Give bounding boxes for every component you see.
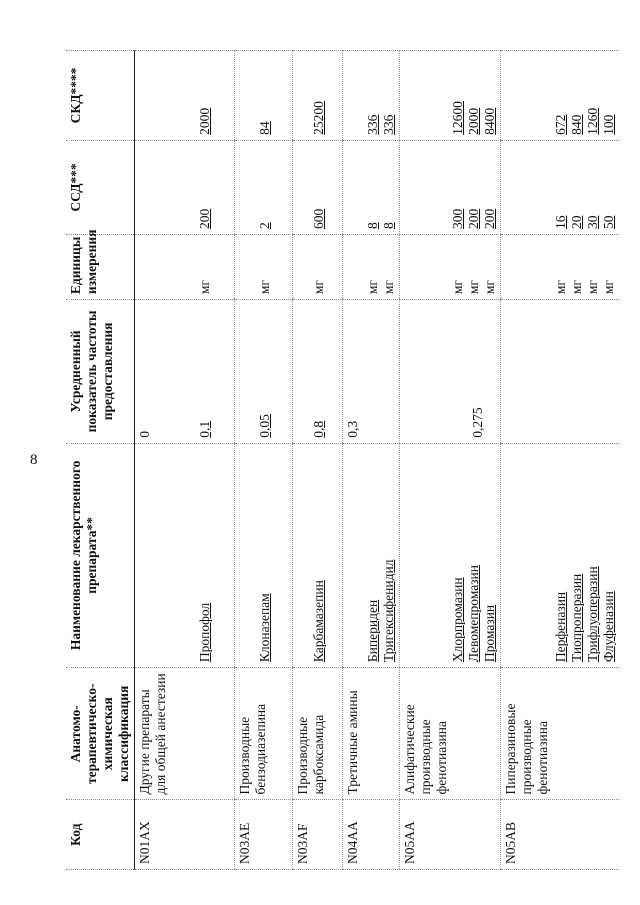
atc-cell: Производные бензодиазепина [235,668,293,800]
drug-name-cell: Хлорпромазин Левомепромазин Промазин [400,443,501,667]
page-number: 8 [30,452,38,468]
atc-cell: Производные карбоксамида [293,668,343,800]
atc-cell: Пиперазиновые производные фенотиазина [501,668,620,800]
unit-cell: мг мг мг [400,235,501,300]
table-row [135,51,235,870]
drug-table [66,50,619,870]
skd-cell: 672 840 1260 100 [501,51,620,141]
freq-cell: 0 0,1 [135,300,235,444]
drug-name-cell: Карбамазепин [293,443,343,667]
freq-cell [501,300,620,444]
header-code: Код [66,800,135,870]
freq-cell: 0,3 [343,300,400,444]
header-ssd: ССД*** [66,140,135,234]
atc-cell: Другие препараты для общей анестезии [135,668,235,800]
header-drug: Наименование лекарственного препарата** [66,443,135,667]
drug-name-cell: Бипериден Тригексифенидил [343,443,400,667]
drug-name-cell: Перфеназин Тиопроперазин Трифлуоперазин Флуфеназин [501,443,620,667]
atc-cell: Алифатические производные фенотиазина [400,668,501,800]
unit-cell: мг [135,235,235,300]
skd-cell: 25200 [293,51,343,141]
unit-cell: мг [235,235,293,300]
table-row [343,51,400,870]
code-cell: N03AF [293,800,343,870]
drug-name-cell: Пропофол [135,443,235,667]
table-row [235,51,293,870]
code-cell: N01AX [135,800,235,870]
unit-cell: мг мг мг мг [501,235,620,300]
ssd-cell: 2 [235,140,293,234]
freq-cell: 0,8 [293,300,343,444]
header-skd: СКД**** [66,51,135,141]
code-cell: N05AA [400,800,501,870]
ssd-cell: 300 200 200 [400,140,501,234]
table-row [293,51,343,870]
unit-cell: мг [293,235,343,300]
skd-cell: 2000 [135,51,235,141]
ssd-cell: 200 [135,140,235,234]
rotated-table-container [66,50,616,870]
unit-cell: мг мг [343,235,400,300]
header-atc: Анатомо-терапевтическо-химическая классификация [66,668,135,800]
drug-name-cell: Клоназепам [235,443,293,667]
header-row [66,51,135,870]
table-row [501,51,620,870]
header-freq: Усредненный показатель частоты предоставления [66,300,135,444]
ssd-cell: 16 20 30 50 [501,140,620,234]
skd-cell: 84 [235,51,293,141]
table-row [400,51,501,870]
skd-cell: 336 336 [343,51,400,141]
header-unit: Единицы измерения [66,235,135,300]
ssd-cell: 8 8 [343,140,400,234]
code-cell: N04AA [343,800,400,870]
freq-cell: 0,05 [235,300,293,444]
code-cell: N03AE [235,800,293,870]
ssd-cell: 600 [293,140,343,234]
atc-cell: Третичные амины [343,668,400,800]
freq-cell: 0,275 [400,300,501,444]
code-cell: N05AB [501,800,620,870]
skd-cell: 12600 2000 8400 [400,51,501,141]
